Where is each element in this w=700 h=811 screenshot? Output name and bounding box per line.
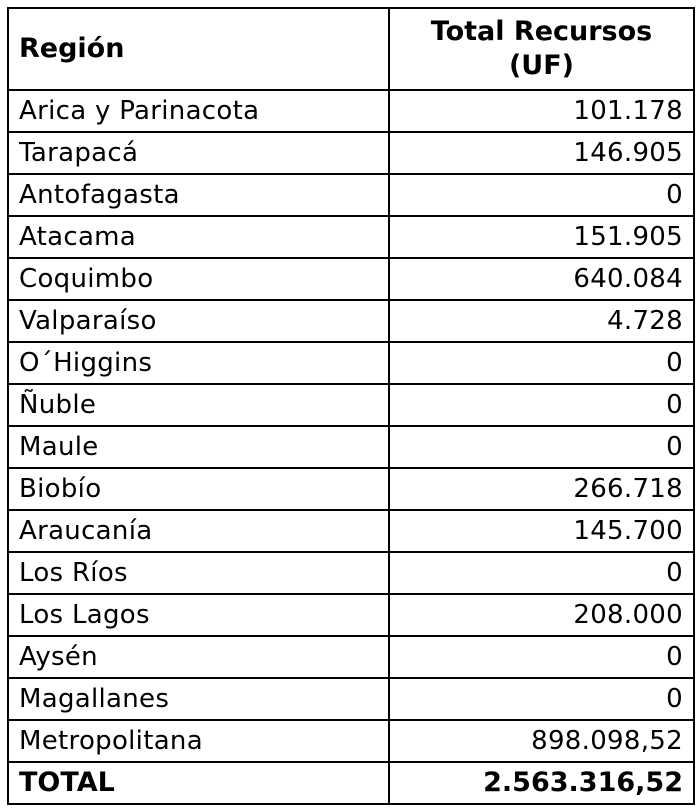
region-name-cell: Araucanía (8, 510, 389, 552)
region-name-cell: Maule (8, 426, 389, 468)
header-row (8, 8, 694, 90)
region-name-cell: Biobío (8, 468, 389, 510)
table-row (8, 636, 694, 678)
region-name-cell: Metropolitana (8, 720, 389, 762)
table-row (8, 384, 694, 426)
column-header-total-resources (389, 8, 694, 90)
region-name-cell: Arica y Parinacota (8, 90, 389, 132)
region-value-cell: 898.098,52 (389, 720, 694, 762)
region-name-cell: Atacama (8, 216, 389, 258)
region-value-cell: 151.905 (389, 216, 694, 258)
region-value-cell: 145.700 (389, 510, 694, 552)
region-name-cell: Los Lagos (8, 594, 389, 636)
resources-table (7, 7, 695, 805)
column-header-region: Región (8, 8, 389, 90)
table-row (8, 552, 694, 594)
table-footer (8, 762, 694, 804)
table-row (8, 510, 694, 552)
table-row (8, 720, 694, 762)
region-name-cell: Coquimbo (8, 258, 389, 300)
region-value-cell: 0 (389, 552, 694, 594)
region-value-cell: 0 (389, 636, 694, 678)
region-name-cell: Aysén (8, 636, 389, 678)
region-value-cell: 640.084 (389, 258, 694, 300)
region-value-cell: 0 (389, 342, 694, 384)
region-name-cell: Tarapacá (8, 132, 389, 174)
region-value-cell: 0 (389, 426, 694, 468)
column-header-total-line2: (UF) (508, 50, 575, 81)
table-row (8, 426, 694, 468)
table-row (8, 90, 694, 132)
column-header-total-line1: Total Recursos (430, 16, 653, 48)
total-row (8, 762, 694, 804)
table-row (8, 132, 694, 174)
region-value-cell: 4.728 (389, 300, 694, 342)
table-row (8, 468, 694, 510)
table-body (8, 90, 694, 762)
region-name-cell: Los Ríos (8, 552, 389, 594)
table-row (8, 216, 694, 258)
region-value-cell: 0 (389, 384, 694, 426)
region-value-cell: 0 (389, 174, 694, 216)
region-name-cell: Valparaíso (8, 300, 389, 342)
region-value-cell: 208.000 (389, 594, 694, 636)
table-header (8, 8, 694, 90)
region-name-cell: Ñuble (8, 384, 389, 426)
region-value-cell: 0 (389, 678, 694, 720)
total-value-cell: 2.563.316,52 (389, 762, 694, 804)
table-row (8, 342, 694, 384)
region-value-cell: 266.718 (389, 468, 694, 510)
table-row (8, 678, 694, 720)
table-row (8, 594, 694, 636)
region-value-cell: 146.905 (389, 132, 694, 174)
region-name-cell: Magallanes (8, 678, 389, 720)
table-row (8, 258, 694, 300)
region-value-cell: 101.178 (389, 90, 694, 132)
region-name-cell: Antofagasta (8, 174, 389, 216)
resources-table-container (7, 7, 693, 804)
total-label-cell: TOTAL (8, 762, 389, 804)
region-name-cell: O´Higgins (8, 342, 389, 384)
table-row (8, 300, 694, 342)
table-row (8, 174, 694, 216)
